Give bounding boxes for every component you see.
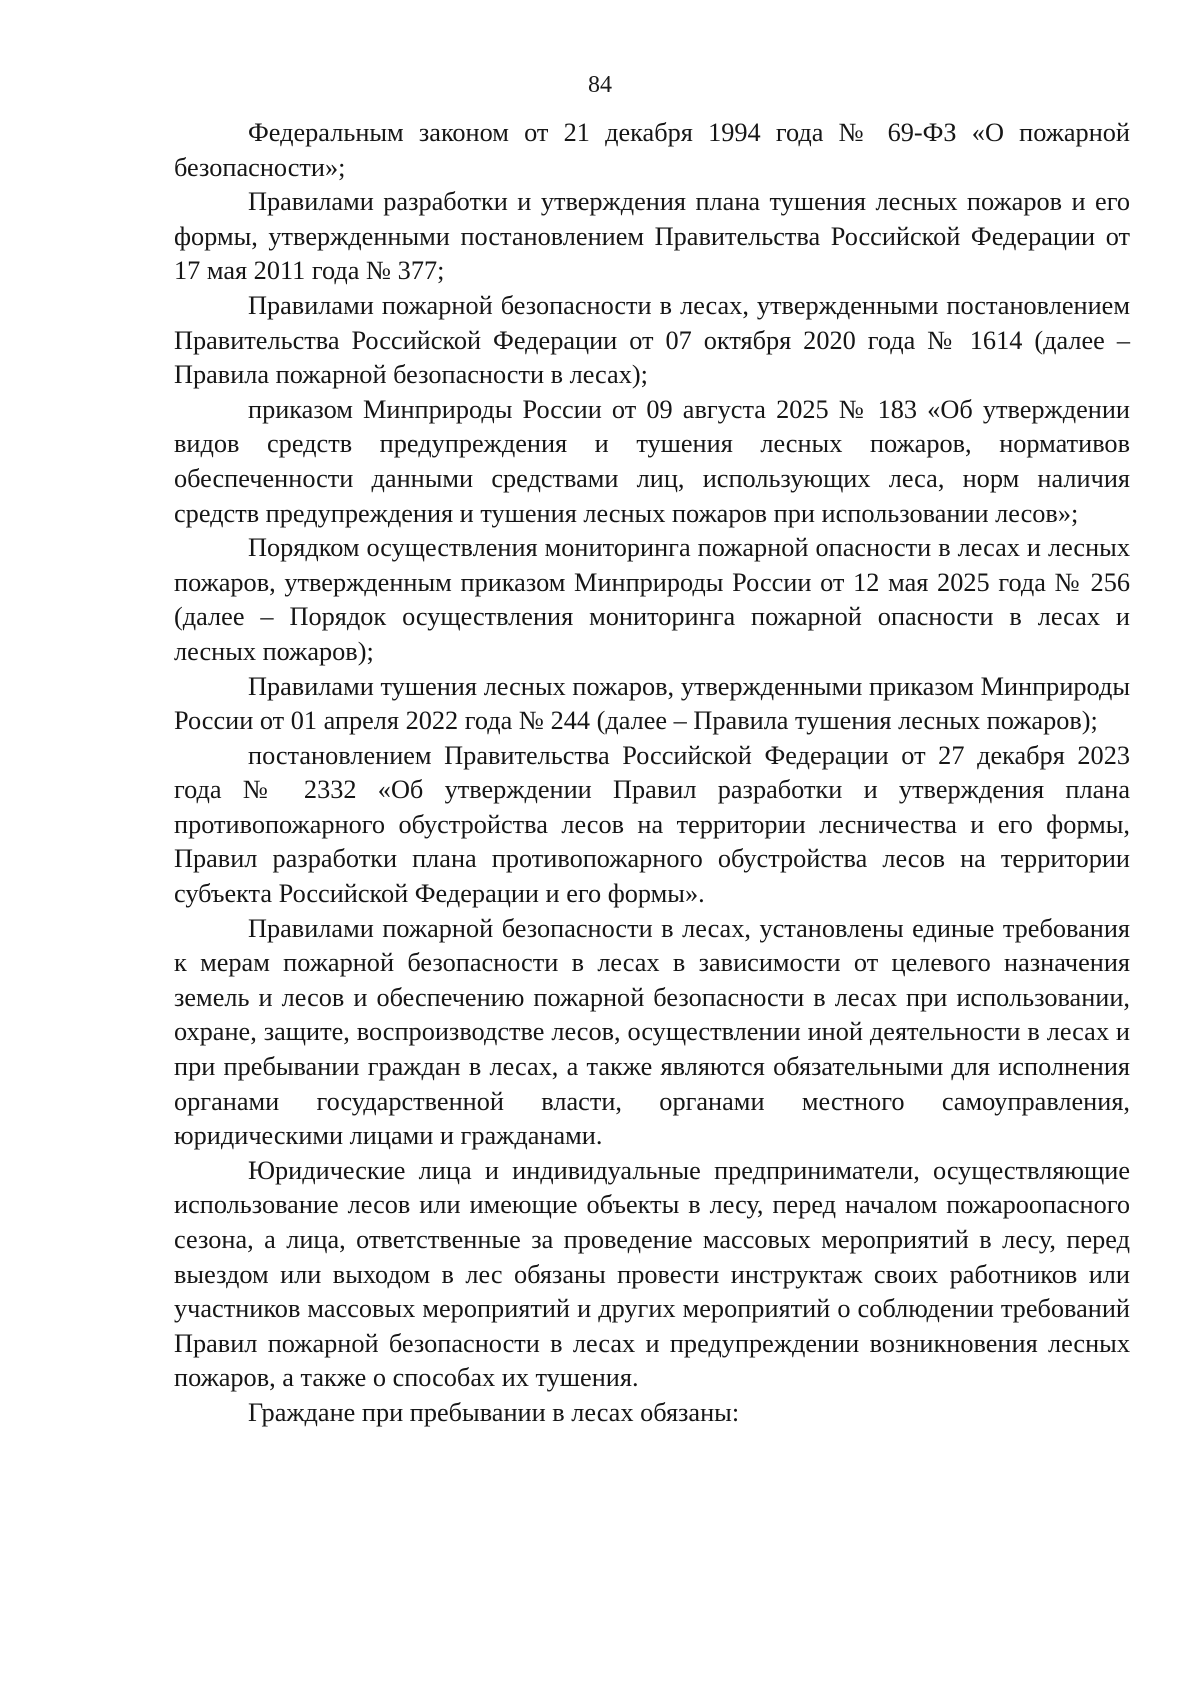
- paragraph-federal-law: Федеральным законом от 21 декабря 1994 года № 69-ФЗ «О пожарной безопасности»;: [174, 118, 1130, 182]
- paragraph-order-183: приказом Минприроды России от 09 августа 2025 № 183 «Об утверждении видов средств предупреждения и тушения лесных пожаров, нормативов обеспеченности данными средствами лиц, использующих леса, норм наличия средств предупреждения и тушения лесных пожаров при использовании лесов»;: [174, 394, 1130, 528]
- paragraph-firefighting-rules: Правилами тушения лесных пожаров, утвержденными приказом Минприроды России от 01 апреля 2022 года № 244 (далее – Правила тушения лесных пожаров);: [174, 671, 1130, 736]
- paragraph-fire-safety-rules: Правилами пожарной безопасности в лесах, утвержденными постановлением Правительства Российской Федерации от 07 октября 2020 года № 1614 (далее – Правила пожарной безопасности в лесах);: [174, 290, 1130, 390]
- paragraph-legal-entities: Юридические лица и индивидуальные предприниматели, осуществляющие использование лесов или имеющие объекты в лесу, перед началом пожароопасного сезона, а лица, ответственные за проведение массовых мероприятий в лесу, перед выездом или выходом в лес обязаны провести инструктаж своих работников или участников массовых мероприятий и других мероприятий о соблюдении требований Правил пожарной безопасности в лесах и предупреждении возникновения лесных пожаров, а также о способах их тушения.: [174, 1155, 1130, 1393]
- paragraph-fire-plan-rules: Правилами разработки и утверждения плана тушения лесных пожаров и его формы, утвержденными постановлением Правительства Российской Федерации от 17 мая 2011 года № 377;: [174, 187, 1130, 286]
- paragraph-monitoring-procedure: Порядком осуществления мониторинга пожарной опасности в лесах и лесных пожаров, утвержденным приказом Минприроды России от 12 мая 2025 года № 256 (далее – Порядок осуществления мониторинга пожарной опасности в лесах и лесных пожаров);: [174, 533, 1130, 666]
- paragraph-resolution-2332: постановлением Правительства Российской Федерации от 27 декабря 2023 года № 2332 «Об утверждении Правил разработки и утверждения плана противопожарного обустройства лесов на территории лесничества и его формы, Правил разработки плана противопожарного обустройства лесов на территории субъекта Российской Федерации и его формы».: [174, 740, 1130, 909]
- paragraph-unified-requirements: Правилами пожарной безопасности в лесах, установлены единые требования к мерам пожарной безопасности в лесах в зависимости от целевого назначения земель и лесов и обеспечению пожарной безопасности в лесах при использовании, охране, защите, воспроизводстве лесов, осуществлении иной деятельности в лесах и при пребывании граждан в лесах, а также являются обязательными для исполнения органами государственной власти, органами местного самоуправления, юридическими лицами и гражданами.: [174, 913, 1130, 1151]
- page-number: 84: [588, 72, 612, 98]
- document-body: [174, 116, 1130, 1431]
- paragraph-citizens-obligations: Граждане при пребывании в лесах обязаны:: [248, 1397, 740, 1427]
